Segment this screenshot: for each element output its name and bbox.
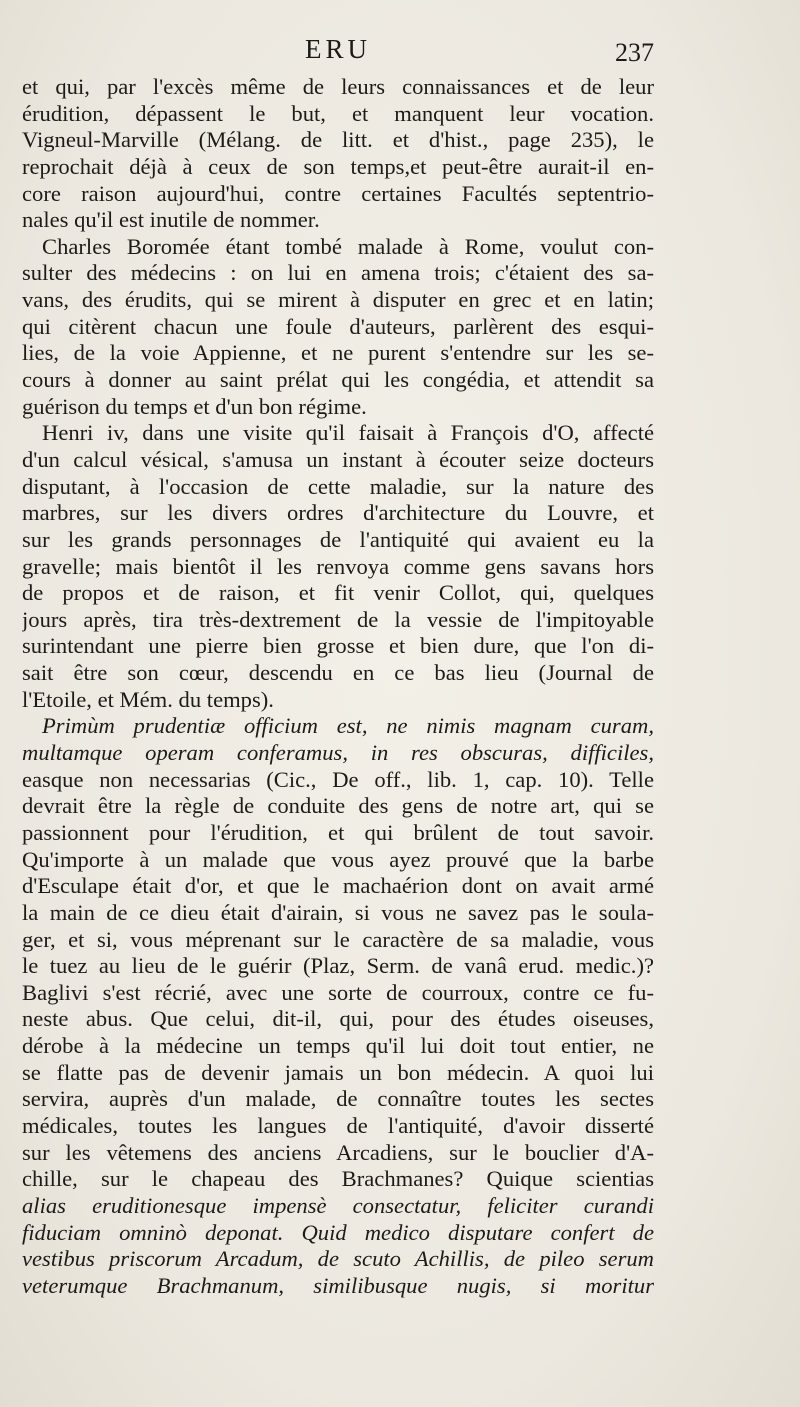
text-line: multamque operam conferamus, in res obscuras, difficiles, (22, 740, 654, 766)
text-line: Vigneul-Marville (Mélang. de litt. et d'hist., page 235), le (22, 127, 654, 153)
text-line: fiduciam omninò deponat. Quid medico disputare confert de (22, 1219, 654, 1245)
text-line: sur les grands personnages de l'antiquité qui avaient eu la (22, 526, 654, 552)
text-line: neste abus. Que celui, dit-il, qui, pour des études oiseuses, (22, 1006, 654, 1032)
text-line: se flatte pas de devenir jamais un bon médecin. A quoi lui (22, 1059, 654, 1085)
text-line: cours à donner au saint prélat qui les congédia, et attendit sa (22, 367, 654, 393)
text-line: érudition, dépassent le but, et manquent leur vocation. (22, 100, 654, 126)
page-header (22, 34, 654, 70)
text-line: core raison aujourd'hui, contre certaines Facultés septentrio- (22, 180, 654, 206)
text-line: alias eruditionesque impensè consectatur, feliciter curandi (22, 1192, 654, 1218)
text-line: et qui, par l'excès même de leurs connaissances et de leur (22, 74, 654, 99)
text-line: sait être son cœur, descendu en ce bas lieu (Journal de (22, 660, 654, 686)
text-line: guérison du temps et d'un bon régime. (22, 393, 367, 419)
text-line: d'un calcul vésical, s'amusa un instant à écouter seize docteurs (22, 446, 654, 472)
text-line: gravelle; mais bientôt il les renvoya comme gens savans hors (22, 553, 654, 579)
text-line: easque non necessarias (Cic., De off., lib. 1, cap. 10). Telle (22, 766, 654, 792)
text-line: vestibus priscorum Arcadum, de scuto Achillis, de pileo serum (22, 1246, 654, 1272)
text-line: veterumque Brachmanum, similibusque nugis, si moritur (22, 1272, 654, 1298)
text-line: sur les vêtemens des anciens Arcadiens, sur le bouclier d'A- (22, 1139, 654, 1165)
text-line: le tuez au lieu de le guérir (Plaz, Serm. de vanâ erud. medic.)? (22, 953, 654, 979)
text-line: surintendant une pierre bien grosse et bien dure, que l'on di- (22, 633, 654, 659)
text-line: l'Etoile, et Mém. du temps). (22, 686, 274, 712)
text-line: servira, auprès d'un malade, de connaître toutes les sectes (22, 1086, 654, 1112)
text-line: devrait être la règle de conduite des gens de notre art, qui se (22, 793, 654, 819)
text-line: sulter des médecins : on lui en amena trois; c'étaient des sa- (22, 260, 654, 286)
text-line: qui citèrent chacun une foule d'auteurs, parlèrent des esqui- (22, 313, 654, 339)
page-number: 237 (615, 38, 654, 67)
text-line: médicales, toutes les langues de l'antiquité, d'avoir disserté (22, 1112, 654, 1138)
text-line: de propos et de raison, et fit venir Collot, qui, quelques (22, 580, 654, 606)
text-line: Baglivi s'est récrié, avec une sorte de courroux, contre ce fu- (22, 979, 654, 1005)
text-line: chille, sur le chapeau des Brachmanes? Quique scientias (22, 1166, 654, 1192)
text-line: Qu'importe à un malade que vous ayez prouvé que la barbe (22, 846, 654, 872)
body-text (22, 74, 654, 1299)
text-line: dérobe à la médecine un temps qu'il lui doit tout entier, ne (22, 1033, 654, 1059)
text-line: Primùm prudentiæ officium est, ne nimis magnam curam, (42, 713, 654, 739)
text-line: marbres, sur les divers ordres d'architecture du Louvre, et (22, 500, 654, 526)
text-line: passionnent pour l'érudition, et qui brûlent de tout savoir. (22, 819, 654, 845)
text-line: Charles Boromée étant tombé malade à Rome, voulut con- (42, 233, 654, 259)
text-line: reprochait déjà à ceux de son temps,et peut-être aurait-il en- (22, 153, 654, 179)
running-head: ERU (305, 34, 371, 64)
text-line: lies, de la voie Appienne, et ne purent s'entendre sur les se- (22, 340, 654, 366)
text-line: nales qu'il est inutile de nommer. (22, 207, 320, 233)
text-line: vans, des érudits, qui se mirent à disputer en grec et en latin; (22, 287, 654, 313)
text-line: d'Esculape était d'or, et que le machaérion dont on avait armé (22, 873, 654, 899)
text-line: disputant, à l'occasion de cette maladie, sur la nature des (22, 473, 654, 499)
text-line: ger, et si, vous méprenant sur le caractère de sa maladie, vous (22, 926, 654, 952)
text-line: jours après, tira très-dextrement de la vessie de l'impitoyable (22, 606, 654, 632)
text-line: Henri iv, dans une visite qu'il faisait à François d'O, affecté (42, 420, 654, 446)
text-line: la main de ce dieu était d'airain, si vous ne savez pas le soula- (22, 899, 654, 925)
